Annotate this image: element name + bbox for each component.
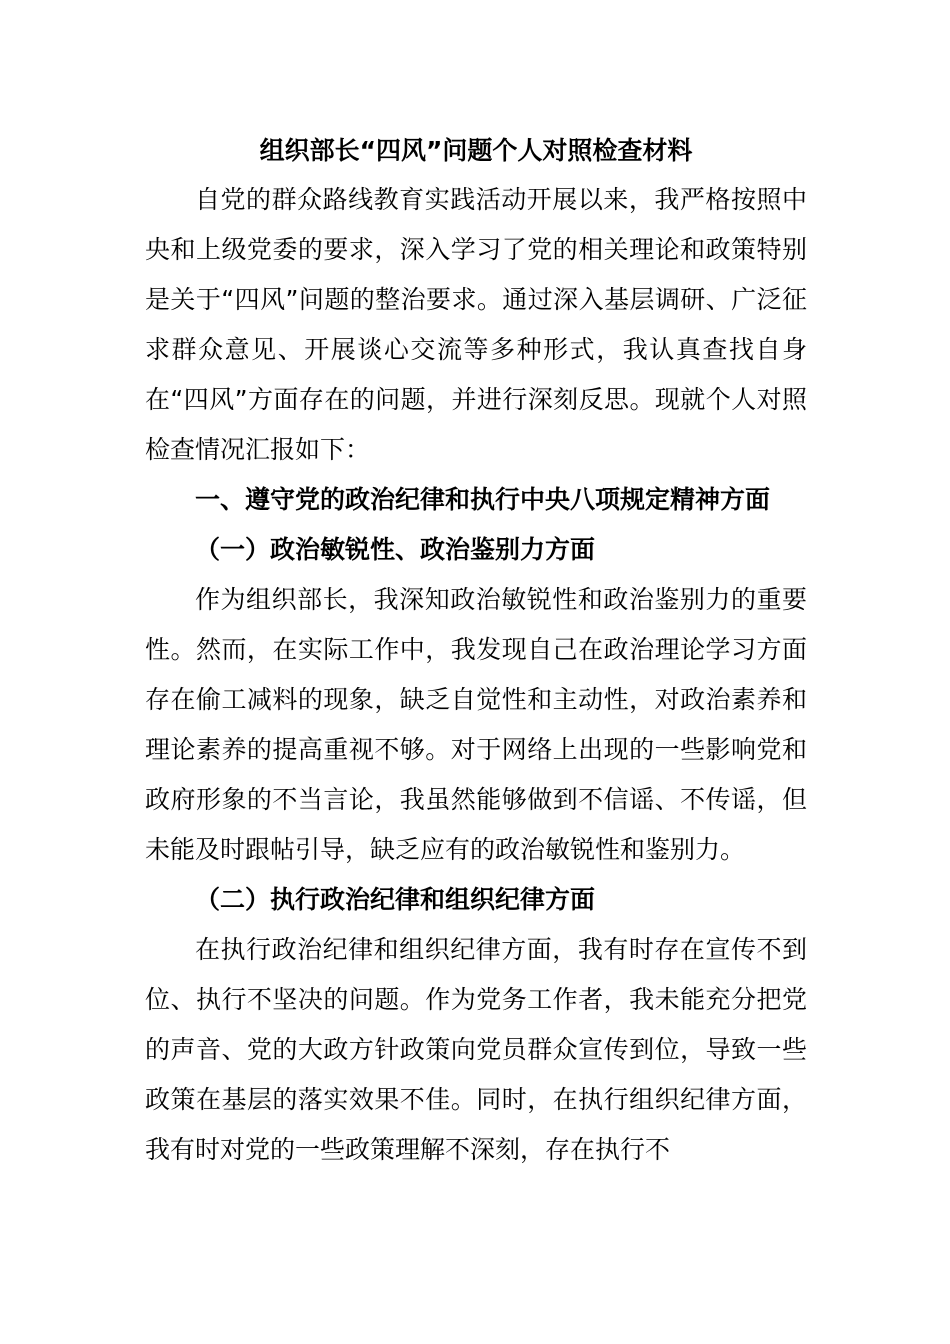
subsection-1-heading: （一）政治敏锐性、政治鉴别力方面 — [195, 535, 596, 564]
subsection-1-body: 作为组织部长，我深知政治敏锐性和政治鉴别力的重要性。然而，在实际工作中，我发现自己在政治理论学习方面存在偷工减料的现象，缺乏自觉性和主动性，对政治素养和理论素养的提高重视不够。对于网络上出现的一些影响党和政府形象的不当言论，我虽然能够做到不信谣、不传谣，但未能及时跟帖引导，缺乏应有的政治敏锐性和鉴别力。 — [145, 585, 807, 864]
subsection-2-heading: （二）执行政治纪律和组织纪律方面 — [195, 885, 596, 914]
document-content — [145, 127, 807, 1175]
subsection-2-body: 在执行政治纪律和组织纪律方面，我有时存在宣传不到位、执行不坚决的问题。作为党务工作者，我未能充分把党的声音、党的大政方针政策向党员群众宣传到位，导致一些政策在基层的落实效果不佳。同时，在执行组织纪律方面，我有时对党的一些政策理解不深刻，存在执行不 — [145, 935, 807, 1164]
document-title: 组织部长“四风”问题个人对照检查材料 — [259, 136, 693, 165]
section-1-heading: 一、遵守党的政治纪律和执行中央八项规定精神方面 — [195, 485, 771, 514]
intro-paragraph: 自党的群众路线教育实践活动开展以来，我严格按照中央和上级党委的要求，深入学习了党的相关理论和政策特别是关于“四风”问题的整治要求。通过深入基层调研、广泛征求群众意见、开展谈心交流等多种形式，我认真查找自身在“四风”方面存在的问题，并进行深刻反思。现就个人对照检查情况汇报如下： — [145, 185, 807, 464]
